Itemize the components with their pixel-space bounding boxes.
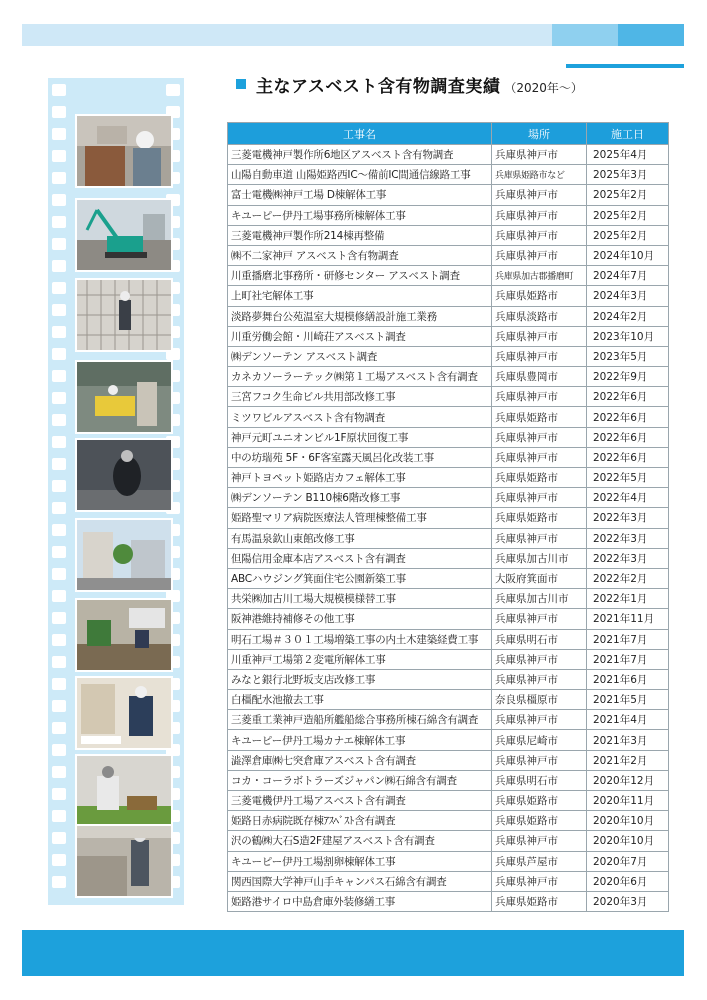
table-row [228, 528, 669, 548]
location-cell: 兵庫県神戸市 [492, 326, 587, 346]
film-hole [52, 722, 66, 734]
table-row [228, 891, 669, 911]
location-cell: 兵庫県神戸市 [492, 427, 587, 447]
project-name-cell: 三菱電機神戸製作所214棟再整備 [228, 225, 492, 245]
project-name-cell: ABCハウジング箕面住宅公園新築工事 [228, 568, 492, 588]
table-row [228, 145, 669, 165]
location-cell: 兵庫県加古郡播磨町 [492, 266, 587, 286]
band-segment-mid [552, 24, 618, 46]
film-hole [52, 84, 66, 96]
project-name-cell: 神戸トヨペット姫路店カフェ解体工事 [228, 468, 492, 488]
film-hole [52, 744, 66, 756]
film-hole [166, 84, 180, 96]
film-hole [52, 282, 66, 294]
location-cell: 兵庫県神戸市 [492, 387, 587, 407]
band-segment-light [22, 24, 552, 46]
location-cell: 兵庫県神戸市 [492, 225, 587, 245]
film-hole [52, 128, 66, 140]
table-row [228, 205, 669, 225]
table-row [228, 629, 669, 649]
table-row [228, 185, 669, 205]
film-hole [52, 458, 66, 470]
film-hole [52, 194, 66, 206]
table-row [228, 649, 669, 669]
location-cell: 兵庫県明石市 [492, 629, 587, 649]
date-cell: 2022年6月 [587, 427, 669, 447]
location-cell: 兵庫県神戸市 [492, 669, 587, 689]
heading-accent-line [566, 64, 684, 68]
film-hole [52, 216, 66, 228]
date-cell: 2022年2月 [587, 568, 669, 588]
project-name-cell: カネカソーラーテック㈱第１工場アスベスト含有調査 [228, 367, 492, 387]
date-cell: 2020年12月 [587, 770, 669, 790]
date-cell: 2025年2月 [587, 225, 669, 245]
table-row [228, 407, 669, 427]
project-name-cell: 但陽信用金庫本店アスベスト含有調査 [228, 548, 492, 568]
project-name-cell: 上町社宅解体工事 [228, 286, 492, 306]
project-name-cell: キユーピー伊丹工場割卵棟解体工事 [228, 851, 492, 871]
project-name-cell: コカ・コーラボトラーズジャパン㈱石綿含有調査 [228, 770, 492, 790]
date-cell: 2024年2月 [587, 306, 669, 326]
film-hole [52, 304, 66, 316]
date-cell: 2020年10月 [587, 831, 669, 851]
film-hole [52, 238, 66, 250]
project-name-cell: 関西国際大学神戸山手キャンパス石綿含有調査 [228, 871, 492, 891]
photo-worker-suit [75, 438, 173, 512]
project-name-cell: 姫路聖マリア病院医療法人管理棟整備工事 [228, 508, 492, 528]
table-row [228, 730, 669, 750]
date-cell: 2021年2月 [587, 750, 669, 770]
location-cell: 兵庫県神戸市 [492, 871, 587, 891]
project-name-cell: 富士電機㈱神戸工場 D棟解体工事 [228, 185, 492, 205]
photo-scaffold-wall [75, 278, 173, 352]
project-name-cell: 白橿配水池撤去工事 [228, 690, 492, 710]
date-cell: 2021年6月 [587, 669, 669, 689]
location-cell: 兵庫県神戸市 [492, 831, 587, 851]
photo-high-work [75, 360, 173, 434]
bottom-decorative-band [22, 930, 684, 976]
date-cell: 2022年3月 [587, 548, 669, 568]
date-cell: 2020年3月 [587, 891, 669, 911]
project-name-cell: 有馬温泉欽山東館改修工事 [228, 528, 492, 548]
location-cell: 兵庫県神戸市 [492, 447, 587, 467]
table-row [228, 831, 669, 851]
photo-excavator [75, 198, 173, 272]
date-cell: 2022年5月 [587, 468, 669, 488]
location-cell: 兵庫県神戸市 [492, 488, 587, 508]
table-row [228, 548, 669, 568]
photo-debris-work [75, 824, 173, 898]
location-cell: 兵庫県姫路市 [492, 811, 587, 831]
film-hole [52, 854, 66, 866]
location-cell: 兵庫県豊岡市 [492, 367, 587, 387]
film-hole [52, 656, 66, 668]
date-cell: 2022年9月 [587, 367, 669, 387]
film-holes-left [52, 78, 66, 905]
photo-street-building [75, 518, 173, 592]
location-cell: 兵庫県姫路市 [492, 508, 587, 528]
page-title: 主なアスベスト含有物調査実績 [256, 77, 501, 97]
film-hole [52, 788, 66, 800]
film-hole [52, 634, 66, 646]
location-cell: 兵庫県神戸市 [492, 185, 587, 205]
date-cell: 2022年6月 [587, 447, 669, 467]
location-cell: 兵庫県神戸市 [492, 528, 587, 548]
film-hole [52, 876, 66, 888]
table-row [228, 669, 669, 689]
film-hole [52, 348, 66, 360]
table-row [228, 447, 669, 467]
date-cell: 2024年10月 [587, 245, 669, 265]
date-cell: 2023年5月 [587, 346, 669, 366]
location-cell: 兵庫県姫路市など [492, 165, 587, 185]
date-cell: 2020年7月 [587, 851, 669, 871]
location-cell: 奈良県橿原市 [492, 690, 587, 710]
location-cell: 兵庫県姫路市 [492, 791, 587, 811]
date-cell: 2021年5月 [587, 690, 669, 710]
date-cell: 2020年11月 [587, 791, 669, 811]
date-cell: 2022年4月 [587, 488, 669, 508]
location-cell: 兵庫県神戸市 [492, 145, 587, 165]
table-row [228, 225, 669, 245]
location-cell: 兵庫県神戸市 [492, 649, 587, 669]
date-cell: 2023年10月 [587, 326, 669, 346]
table-row [228, 690, 669, 710]
project-name-cell: ㈱デンソーテン B110棟6階改修工事 [228, 488, 492, 508]
film-hole [52, 502, 66, 514]
table-row [228, 165, 669, 185]
table-row [228, 589, 669, 609]
location-cell: 兵庫県姫路市 [492, 286, 587, 306]
date-cell: 2025年2月 [587, 205, 669, 225]
page-period: （2020年～） [504, 81, 583, 95]
date-cell: 2020年6月 [587, 871, 669, 891]
date-cell: 2021年4月 [587, 710, 669, 730]
film-hole [52, 436, 66, 448]
table-row [228, 346, 669, 366]
location-cell: 兵庫県加古川市 [492, 548, 587, 568]
location-cell: 兵庫県芦屋市 [492, 851, 587, 871]
table-row [228, 770, 669, 790]
film-hole [52, 260, 66, 272]
date-cell: 2024年3月 [587, 286, 669, 306]
top-decorative-band [22, 24, 684, 46]
table-row [228, 326, 669, 346]
header-date: 施工日 [587, 123, 669, 145]
date-cell: 2025年4月 [587, 145, 669, 165]
date-cell: 2022年6月 [587, 407, 669, 427]
location-cell: 大阪府箕面市 [492, 568, 587, 588]
project-name-cell: 三菱重工業神戸造船所艦船総合事務所棟石綿含有調査 [228, 710, 492, 730]
project-name-cell: キユーピー伊丹工場事務所棟解体工事 [228, 205, 492, 225]
band-segment-dark [618, 24, 684, 46]
date-cell: 2025年2月 [587, 185, 669, 205]
table-row [228, 750, 669, 770]
table-row [228, 508, 669, 528]
film-hole [52, 106, 66, 118]
date-cell: 2021年3月 [587, 730, 669, 750]
location-cell: 兵庫県姫路市 [492, 407, 587, 427]
table-row [228, 387, 669, 407]
date-cell: 2020年10月 [587, 811, 669, 831]
table-row [228, 568, 669, 588]
table-row [228, 266, 669, 286]
survey-results-table [227, 122, 669, 912]
table-row [228, 609, 669, 629]
project-name-cell: ミツワビルアスベスト含有物調査 [228, 407, 492, 427]
location-cell: 兵庫県淡路市 [492, 306, 587, 326]
page-heading [236, 72, 583, 96]
location-cell: 兵庫県神戸市 [492, 750, 587, 770]
film-hole [52, 568, 66, 580]
table-header-row [228, 123, 669, 145]
film-hole [52, 480, 66, 492]
project-name-cell: 姫路港サイロ中島倉庫外装修繕工事 [228, 891, 492, 911]
photo-film-strip [48, 78, 184, 905]
photo-floor-work [75, 754, 173, 828]
film-hole [52, 326, 66, 338]
location-cell: 兵庫県神戸市 [492, 205, 587, 225]
table-row [228, 791, 669, 811]
date-cell: 2021年11月 [587, 609, 669, 629]
project-name-cell: 川重播磨北事務所・研修センター アスベスト調査 [228, 266, 492, 286]
table-row [228, 851, 669, 871]
location-cell: 兵庫県姫路市 [492, 891, 587, 911]
film-hole [52, 832, 66, 844]
date-cell: 2022年6月 [587, 387, 669, 407]
photo-survey-sampling [75, 114, 173, 188]
project-name-cell: 共栄㈱加古川工場大規模模様替工事 [228, 589, 492, 609]
table-row [228, 286, 669, 306]
date-cell: 2021年7月 [587, 629, 669, 649]
project-name-cell: ㈱不二家神戸 アスベスト含有物調査 [228, 245, 492, 265]
project-name-cell: 川重神戸工場第２変電所解体工事 [228, 649, 492, 669]
date-cell: 2025年3月 [587, 165, 669, 185]
project-name-cell: 姫路日赤病院既存棟ｱｽﾍﾞｽﾄ含有調査 [228, 811, 492, 831]
date-cell: 2021年7月 [587, 649, 669, 669]
project-name-cell: 山陽自動車道 山陽姫路西IC～備前IC間通信線路工事 [228, 165, 492, 185]
film-hole [52, 700, 66, 712]
film-hole [52, 524, 66, 536]
location-cell: 兵庫県神戸市 [492, 245, 587, 265]
table-row [228, 871, 669, 891]
project-name-cell: 阪神港維持補修その他工事 [228, 609, 492, 629]
photo-panel-removal [75, 676, 173, 750]
location-cell: 兵庫県姫路市 [492, 468, 587, 488]
film-hole [52, 392, 66, 404]
film-hole [52, 172, 66, 184]
film-hole [52, 370, 66, 382]
photo-garden-work [75, 598, 173, 672]
project-name-cell: 三菱電機神戸製作所6地区アスベスト含有物調査 [228, 145, 492, 165]
film-hole [52, 810, 66, 822]
film-hole [52, 590, 66, 602]
table-row [228, 488, 669, 508]
project-name-cell: 明石工場＃３０１工場増築工事の内土木建築経費工事 [228, 629, 492, 649]
location-cell: 兵庫県尼崎市 [492, 730, 587, 750]
table-row [228, 710, 669, 730]
project-name-cell: 澁澤倉庫㈱七突倉庫アスベスト含有調査 [228, 750, 492, 770]
table-row [228, 811, 669, 831]
location-cell: 兵庫県神戸市 [492, 609, 587, 629]
project-name-cell: みなと銀行北野坂支店改修工事 [228, 669, 492, 689]
table-row [228, 245, 669, 265]
header-project-name: 工事名 [228, 123, 492, 145]
date-cell: 2024年7月 [587, 266, 669, 286]
project-name-cell: 川重労働会館・川崎荘アスベスト調査 [228, 326, 492, 346]
heading-square-icon [236, 79, 246, 89]
film-hole [52, 612, 66, 624]
project-name-cell: 三菱電機伊丹工場アスベスト含有調査 [228, 791, 492, 811]
date-cell: 2022年3月 [587, 508, 669, 528]
location-cell: 兵庫県神戸市 [492, 710, 587, 730]
location-cell: 兵庫県明石市 [492, 770, 587, 790]
film-hole [52, 414, 66, 426]
date-cell: 2022年1月 [587, 589, 669, 609]
project-name-cell: ㈱デンソーテン アスベスト調査 [228, 346, 492, 366]
film-hole [52, 546, 66, 558]
project-name-cell: 神戸元町ユニオンビル1F原状回復工事 [228, 427, 492, 447]
date-cell: 2022年3月 [587, 528, 669, 548]
header-location: 場所 [492, 123, 587, 145]
table-row [228, 367, 669, 387]
project-name-cell: 中の坊瑞苑 5F・6F客室露天風呂化改装工事 [228, 447, 492, 467]
table-row [228, 468, 669, 488]
project-name-cell: 淡路夢舞台公苑温室大規模修繕設計施工業務 [228, 306, 492, 326]
film-hole [52, 150, 66, 162]
location-cell: 兵庫県加古川市 [492, 589, 587, 609]
table-row [228, 306, 669, 326]
table-row [228, 427, 669, 447]
project-name-cell: 三宮フコク生命ビル共用部改修工事 [228, 387, 492, 407]
project-name-cell: キユーピー伊丹工場カナエ棟解体工事 [228, 730, 492, 750]
film-hole [52, 678, 66, 690]
project-name-cell: 沢の鶴㈱大石S造2F建屋アスベスト含有調査 [228, 831, 492, 851]
film-hole [52, 766, 66, 778]
location-cell: 兵庫県神戸市 [492, 346, 587, 366]
